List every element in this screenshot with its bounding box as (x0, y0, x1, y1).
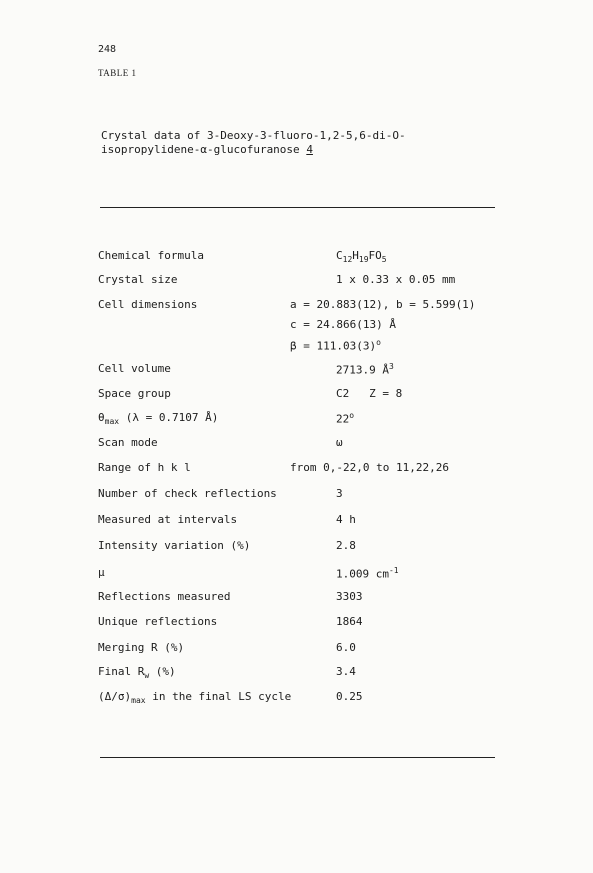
value-cell-c (290, 318, 396, 331)
shift-esd-rest: in the final LS cycle (145, 690, 292, 703)
formula-h: H (352, 249, 359, 262)
value-cell-a-b: a = 20.883(12), b = 5.599(1) (290, 298, 476, 311)
caption-line-2 (101, 143, 406, 157)
cell-volume-exp: 3 (388, 362, 394, 371)
shift-esd-sub: max (131, 696, 146, 706)
value-scan-mode: ω (336, 436, 343, 449)
value-measured-intervals: 4 h (336, 513, 356, 526)
mu-exp: -1 (388, 566, 399, 575)
label-unique-reflections: Unique reflections (98, 615, 218, 628)
label-cell-volume: Cell volume (98, 362, 171, 375)
label-cell-dimensions: Cell dimensions (98, 298, 198, 311)
theta-degree: o (349, 411, 355, 420)
top-rule (100, 207, 495, 208)
value-cell-beta (290, 338, 381, 353)
label-measured-intervals: Measured at intervals (98, 513, 238, 526)
label-final-rw (98, 665, 176, 680)
label-space-group: Space group (98, 387, 171, 400)
bottom-rule (100, 757, 495, 758)
label-hkl-range: Range of h k l (98, 461, 191, 474)
label-shift-esd (98, 690, 291, 705)
caption-line-1: Crystal data of 3-Deoxy-3-fluoro-1,2-5,6-di-O- (101, 129, 406, 142)
theta-sub: max (104, 417, 120, 427)
final-rw-unit: (%) (149, 665, 176, 678)
value-mu (336, 566, 399, 581)
label-merging-r: Merging R (%) (98, 641, 185, 654)
value-shift-esd: 0.25 (336, 690, 363, 703)
label-chemical-formula: Chemical formula (98, 249, 204, 262)
shift-esd-text: (Δ/σ) (98, 690, 132, 703)
value-merging-r: 6.0 (336, 641, 356, 654)
label-scan-mode: Scan mode (98, 436, 158, 449)
page-number: 248 (98, 44, 117, 55)
value-final-rw: 3.4 (336, 665, 356, 678)
value-hkl-range: from 0,-22,0 to 11,22,26 (290, 461, 449, 474)
value-space-group: C2 Z = 8 (336, 387, 403, 400)
final-rw-sub: w (144, 671, 150, 681)
formula-c-sub: 12 (342, 255, 353, 265)
value-cell-volume (336, 362, 394, 377)
compound-number: 4 (306, 143, 313, 156)
formula-h-sub: 19 (358, 255, 369, 265)
label-intensity-variation: Intensity variation (%) (98, 539, 251, 552)
final-rw-text: Final R (98, 665, 145, 678)
value-unique-reflections: 1864 (336, 615, 363, 628)
theta-value: 22 (336, 412, 350, 426)
value-theta-max (336, 411, 354, 426)
value-check-reflections: 3 (336, 487, 343, 500)
formula-fo: FO (368, 249, 382, 262)
cell-beta-degree: o (376, 338, 381, 347)
mu-text: 1.009 cm (336, 567, 389, 581)
cell-c-text: c = 24.866(13) (290, 318, 390, 331)
value-chemical-formula (336, 249, 387, 264)
table-caption (101, 129, 406, 157)
formula-o-sub: 5 (381, 255, 387, 265)
cell-beta-text: β = 111.03(3) (290, 339, 377, 353)
cell-volume-text: 2713.9 Å (336, 363, 389, 377)
value-reflections-measured: 3303 (336, 590, 363, 603)
table-label: TABLE 1 (98, 68, 137, 78)
label-reflections-measured: Reflections measured (98, 590, 231, 603)
label-theta-max (98, 411, 218, 426)
label-crystal-size: Crystal size (98, 273, 178, 286)
caption-line-2-text: isopropylidene-α-glucofuranose (101, 143, 307, 156)
value-intensity-variation: 2.8 (336, 539, 356, 552)
value-crystal-size: 1 x 0.33 x 0.05 mm (336, 273, 456, 286)
cell-c-unit: Å (389, 318, 396, 331)
formula-c: C (336, 249, 343, 262)
theta-lambda: (λ = 0.7107 Å) (119, 411, 219, 424)
label-mu: μ (98, 566, 105, 579)
theta-symbol: θ (98, 411, 105, 424)
label-check-reflections: Number of check reflections (98, 487, 277, 500)
